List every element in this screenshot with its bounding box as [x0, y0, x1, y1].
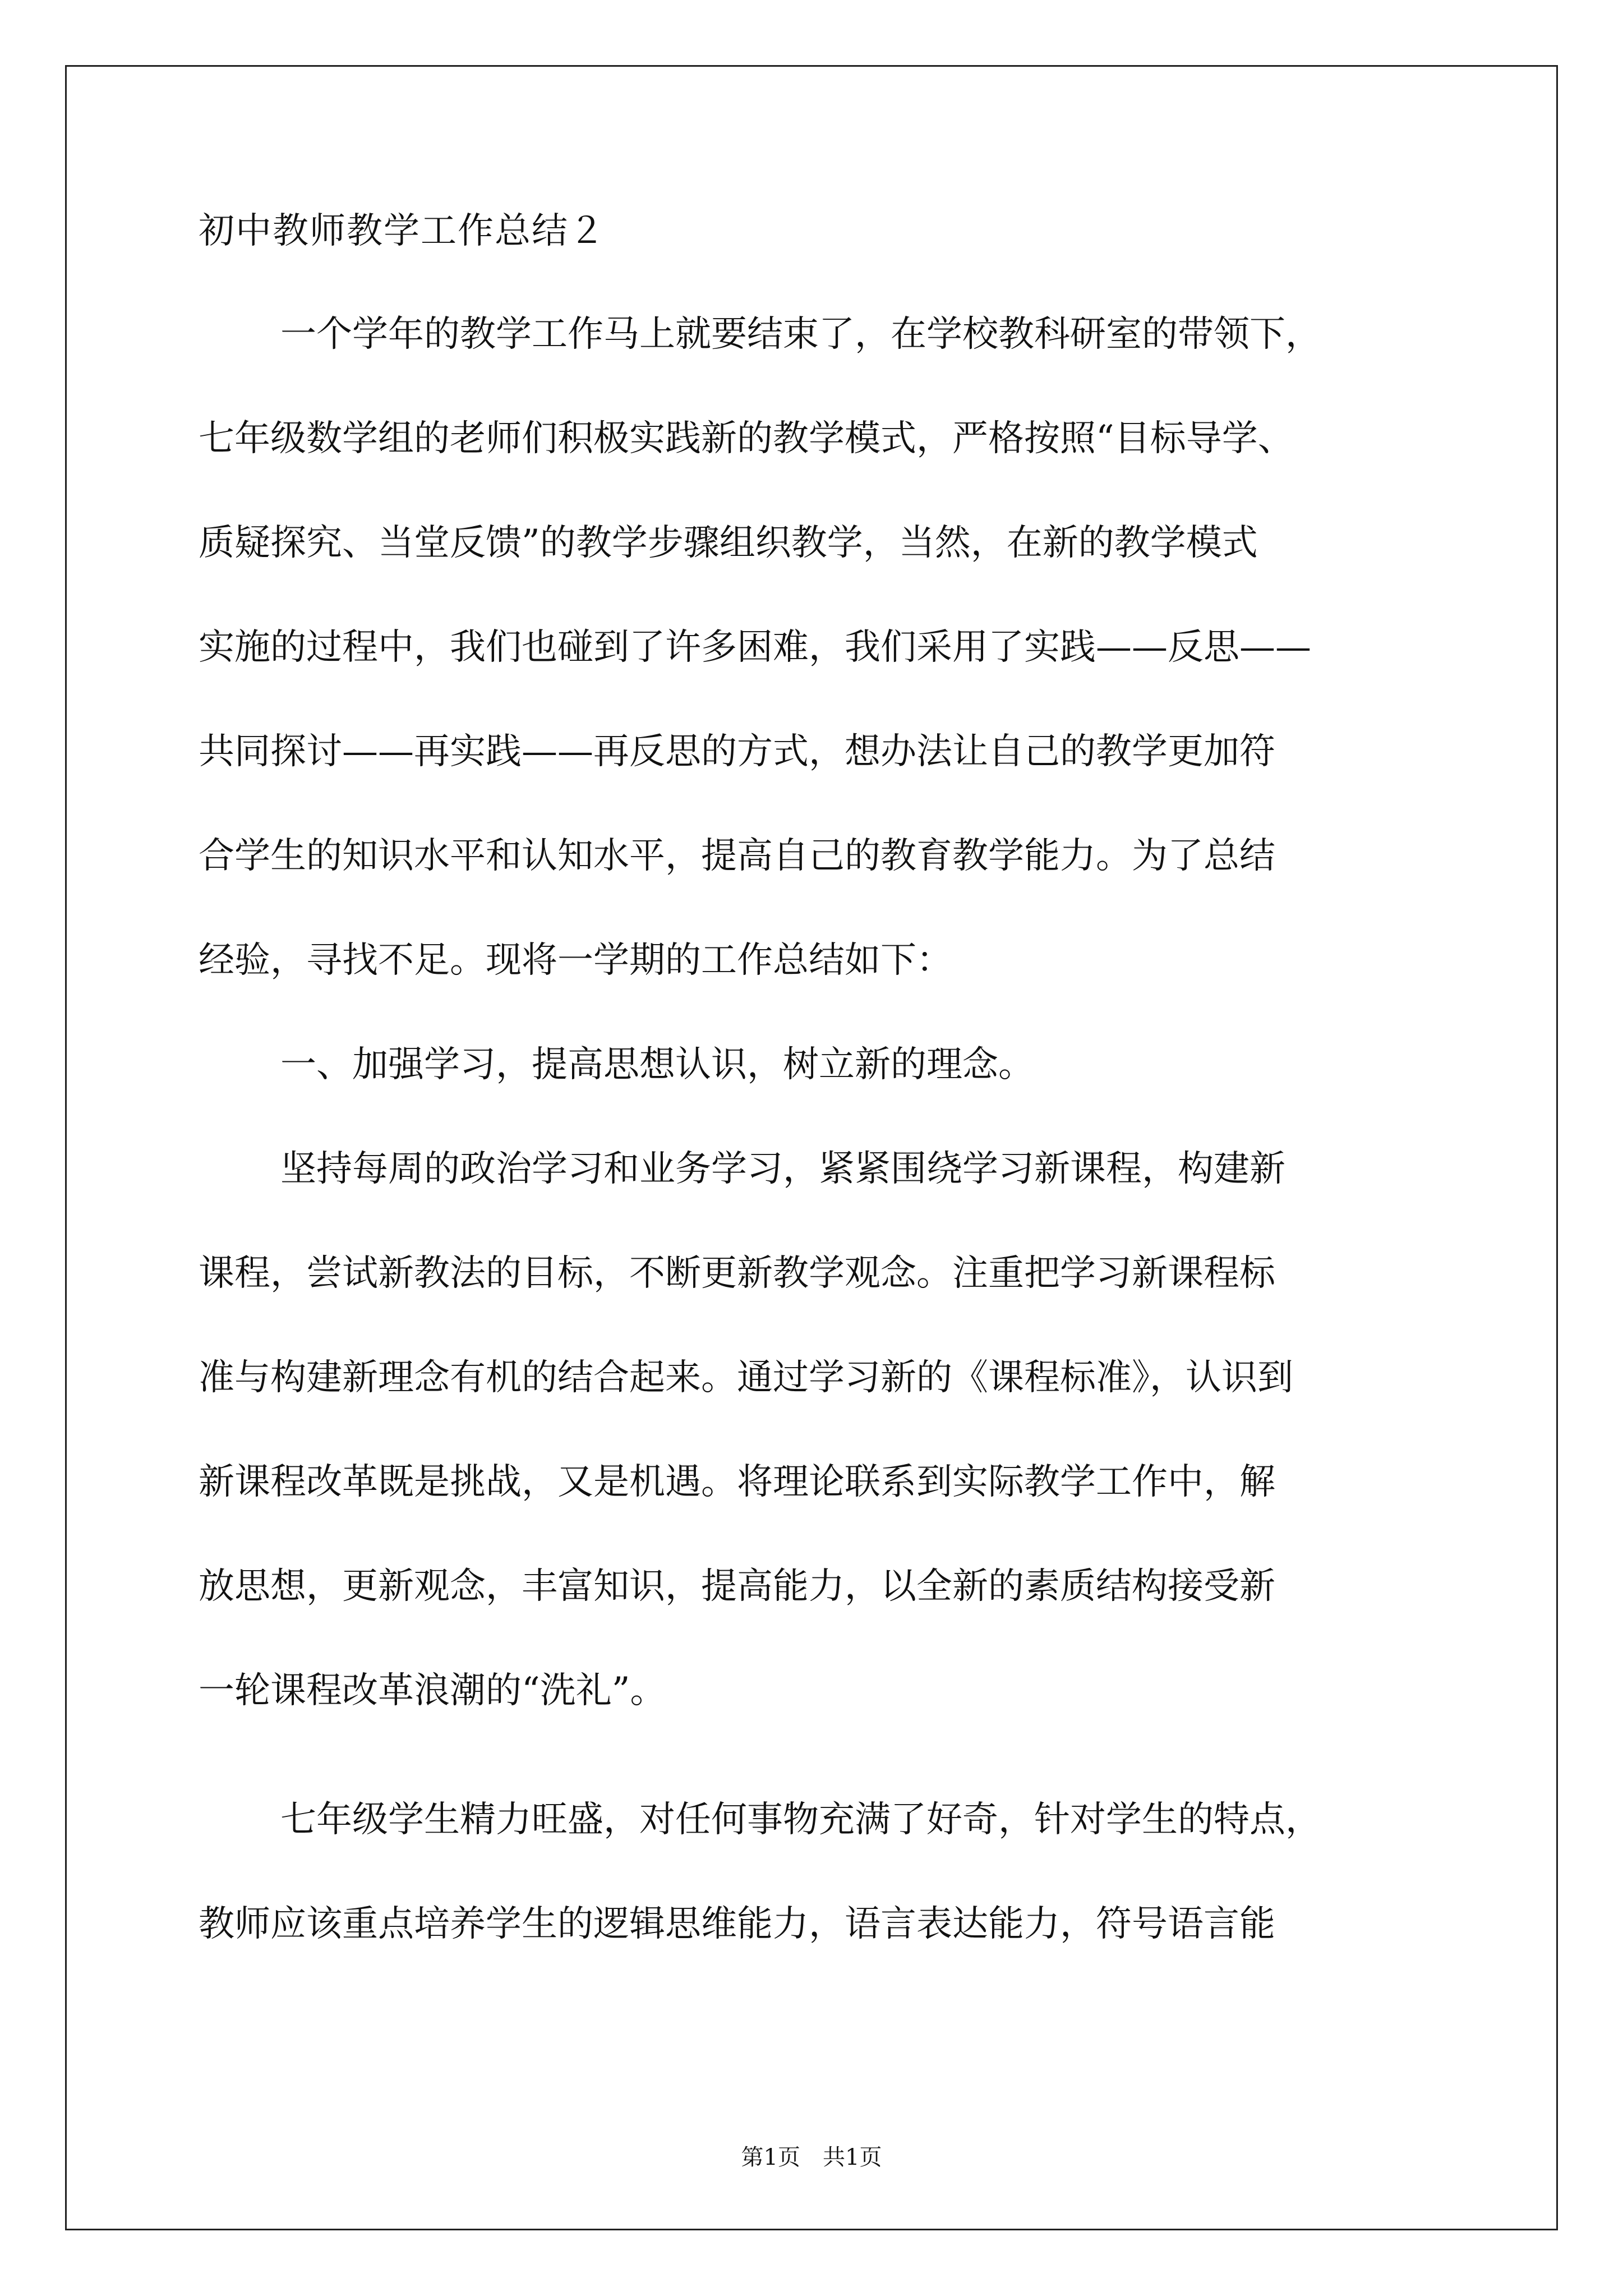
page-footer — [0, 2146, 1623, 2169]
text-line: 共同探讨——再实践——再反思的方式，想办法让自己的教学更加符 — [199, 731, 1275, 772]
text-line: 实施的过程中，我们也碰到了许多困难，我们采用了实践——反思—— — [199, 627, 1311, 668]
text-line: 合学生的知识水平和认知水平，提高自己的教育教学能力。为了总结 — [199, 835, 1275, 877]
text-line: 课程，尝试新教法的目标，不断更新教学观念。注重把学习新课程标 — [199, 1253, 1275, 1294]
text-line: 教师应该重点培养学生的逻辑思维能力，语言表达能力，符号语言能 — [199, 1903, 1275, 1945]
text-line: 放思想，更新观念，丰富知识，提高能力，以全新的素质结构接受新 — [199, 1566, 1275, 1607]
section-heading: 一、加强学习，提高思想认识，树立新的理念。 — [280, 1044, 1034, 1085]
text-line: 一个学年的教学工作马上就要结束了，在学校教科研室的带领下， — [280, 314, 1321, 355]
page-number-total: 共1页 — [823, 2145, 882, 2170]
text-line: 七年级学生精力旺盛，对任何事物充满了好奇，针对学生的特点， — [280, 1799, 1321, 1841]
text-line: 准与构建新理念有机的结合起来。通过学习新的《课程标准》，认识到 — [199, 1357, 1293, 1398]
text-line: 七年级数学组的老师们积极实践新的教学模式，严格按照“目标导学、 — [199, 418, 1294, 459]
text-line: 新课程改革既是挑战，又是机遇。将理论联系到实际教学工作中，解 — [199, 1461, 1275, 1503]
paragraph-lines — [199, 314, 1432, 1945]
text-line: 坚持每周的政治学习和业务学习，紧紧围绕学习新课程，构建新 — [280, 1148, 1285, 1190]
text-line: 一轮课程改革浪潮的“洗礼”。 — [199, 1670, 666, 1711]
document-title: 初中教师教学工作总结２ — [199, 210, 606, 252]
document-body — [199, 210, 1432, 2010]
text-line: 经验，寻找不足。现将一学期的工作总结如下： — [199, 940, 952, 981]
text-line: 质疑探究、当堂反馈”的教学步骤组织教学，当然，在新的教学模式 — [199, 522, 1258, 564]
page-number-current: 第1页 — [741, 2145, 800, 2170]
